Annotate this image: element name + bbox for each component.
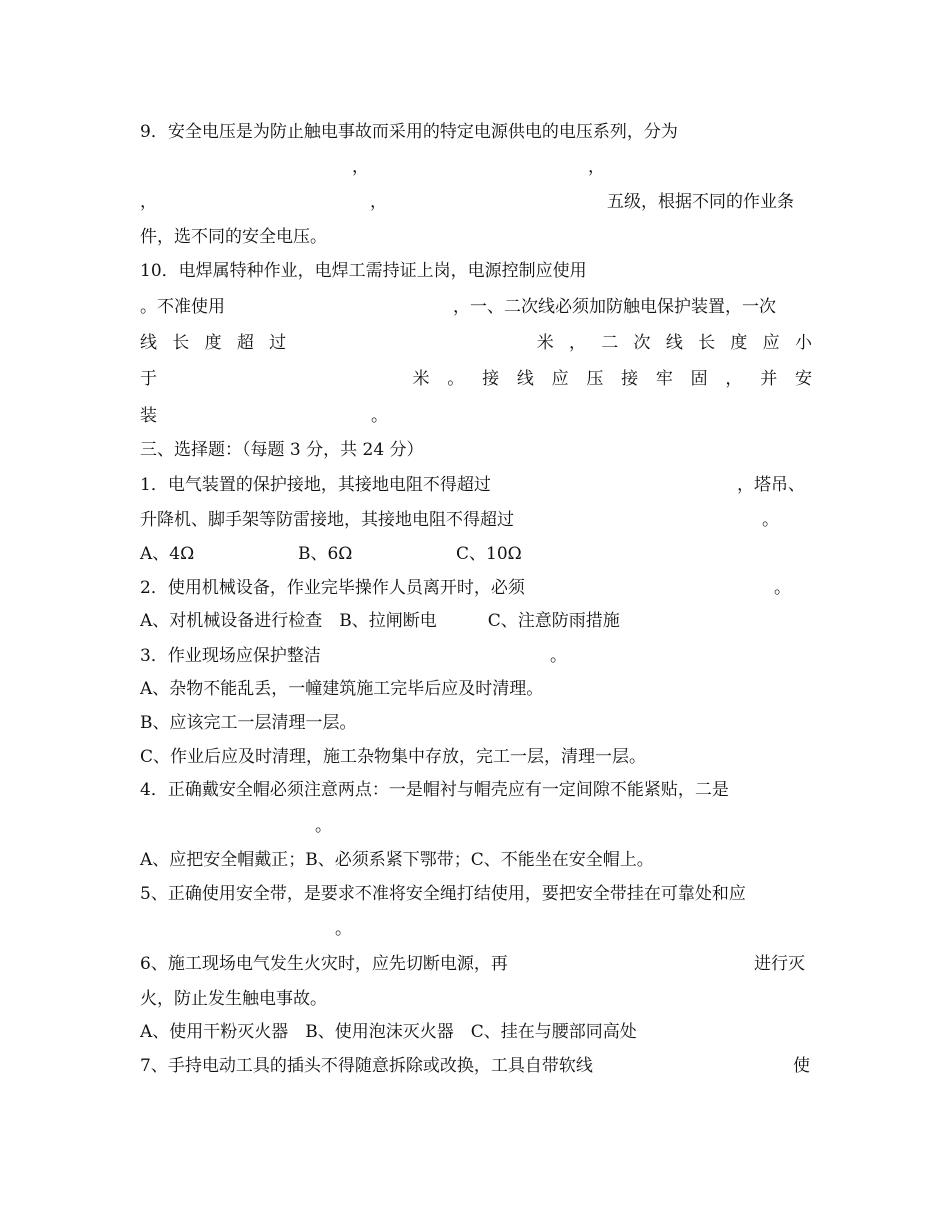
q10-line-4-char: 牢 [655,369,673,389]
q10-line-4-char: 固 [690,369,708,389]
c1-option-b: B、6Ω [298,544,353,564]
q10-line-3-char: 度 [730,333,748,353]
q9-line-1: 9．安全电压是为防止触电事故而采用的特定电源供电的电压系列，分为 [140,122,678,142]
q10-line-4-char: ， [725,369,743,389]
q9-blank-separator: ， [352,157,369,177]
q9-blank-separator: ， [140,192,157,212]
q10-line-3-char: 线 [665,333,683,353]
q10-line-4-char: 米 [412,369,430,389]
c6-line-1-tail: 进行灭 [754,954,805,974]
q10-line-3-char: 应 [762,333,780,353]
c7-line-1: 7、手持电动工具的插头不得随意拆除或改换，工具自带软线 [140,1056,593,1076]
c1-line-2-end: 。 [762,510,779,530]
q10-line-5-end: 。 [371,406,388,426]
q10-line-3-blank [301,332,521,354]
q10-line-2-end: ，一、二次线必须加防触电保护装置，一次 [453,297,776,317]
c1-line-2: 升降机、脚手架等防雷接地，其接地电阻不得超过 [140,510,514,530]
q10-line-1: 10．电焊属特种作业，电焊工需持证上岗，电源控制应使用 [140,261,587,281]
c2-line-1-end: 。 [774,578,791,598]
q10-line-3-char: 长 [172,333,190,353]
q10-line-4-char: 线 [516,369,534,389]
q10-line-4-blank [175,368,395,390]
q10-line-4-char: 应 [551,369,569,389]
c1-option-c: C、10Ω [456,544,522,564]
q10-line-5-start: 装 [140,406,157,426]
q10-line-3-char: 超 [236,333,254,353]
c6-line-2: 火，防止发生触电事故。 [140,989,327,1009]
q10-line-3-char: 二 [601,333,619,353]
q10-line-4 [140,368,812,390]
section-3-title: 三、选择题：（每题 3 分，共 24 分） [140,440,424,460]
c2-line-1: 2．使用机械设备，作业完毕操作人员离开时，必须 [140,578,525,598]
q10-line-3-char: 过 [269,333,287,353]
q10-line-4-char: 压 [586,369,604,389]
c3-option-a: A、杂物不能乱丢，一幢建筑施工完毕后应及时清理。 [140,679,544,699]
q10-line-3 [140,332,812,354]
c7-line-1-tail: 使 [793,1056,810,1076]
c1-line-1: 1．电气装置的保护接地，其接地电阻不得超过 [140,475,491,495]
q10-line-3-char: 小 [794,333,812,353]
c4-line-2: 。 [315,816,332,836]
q10-line-3-char: 度 [204,333,222,353]
q10-line-3-char: 长 [698,333,716,353]
q10-line-4-char: 接 [482,369,500,389]
q10-line-3-char: 米 [536,333,554,353]
q9-line-3-tail: 五级，根据不同的作业条 [607,192,794,212]
c3-option-c: C、作业后应及时清理，施工杂物集中存放，完工一层，清理一层。 [140,747,647,767]
q9-blank-separator: ， [588,157,605,177]
c1-line-1-tail: ，塔吊、 [737,475,805,495]
q10-line-3-char: 次 [633,333,651,353]
q10-line-2-start: 。不准使用 [140,297,225,317]
c6-options: A、使用干粉灭火器 B、使用泡沫灭火器 C、挂在与腰部同高处 [140,1022,637,1042]
c4-line-1: 4．正确戴安全帽必须注意两点：一是帽衬与帽壳应有一定间隙不能紧贴，二是 [140,780,729,800]
c6-line-1: 6、施工现场电气发生火灾时，应先切断电源，再 [140,954,508,974]
c3-option-b: B、应该完工一层清理一层。 [140,713,357,733]
q10-line-4-char: 安 [794,369,812,389]
q10-line-4-char: 接 [621,369,639,389]
c5-line-1: 5、正确使用安全带，是要求不准将安全绳打结使用，要把安全带挂在可靠处和应 [140,884,746,904]
c3-line-1: 3．作业现场应保护整洁 [140,646,321,666]
q10-line-4-char: 。 [447,369,465,389]
c1-option-a: A、4Ω [140,544,195,564]
c3-line-1-end: 。 [550,646,567,666]
q9-line-4: 件，选不同的安全电压。 [140,227,327,247]
c4-options: A、应把安全帽戴正；B、必须系紧下鄂带；C、不能坐在安全帽上。 [140,850,654,870]
q9-blank-separator: ， [370,192,387,212]
c2-options: A、对机械设备进行检查 B、拉闸断电 C、注意防雨措施 [140,611,620,631]
q10-line-3-char: 线 [140,333,157,353]
q10-line-4-char: 于 [140,369,157,389]
q10-line-3-char: ， [568,333,586,353]
c5-line-2: 。 [335,919,352,939]
q10-line-4-char: 并 [760,369,778,389]
